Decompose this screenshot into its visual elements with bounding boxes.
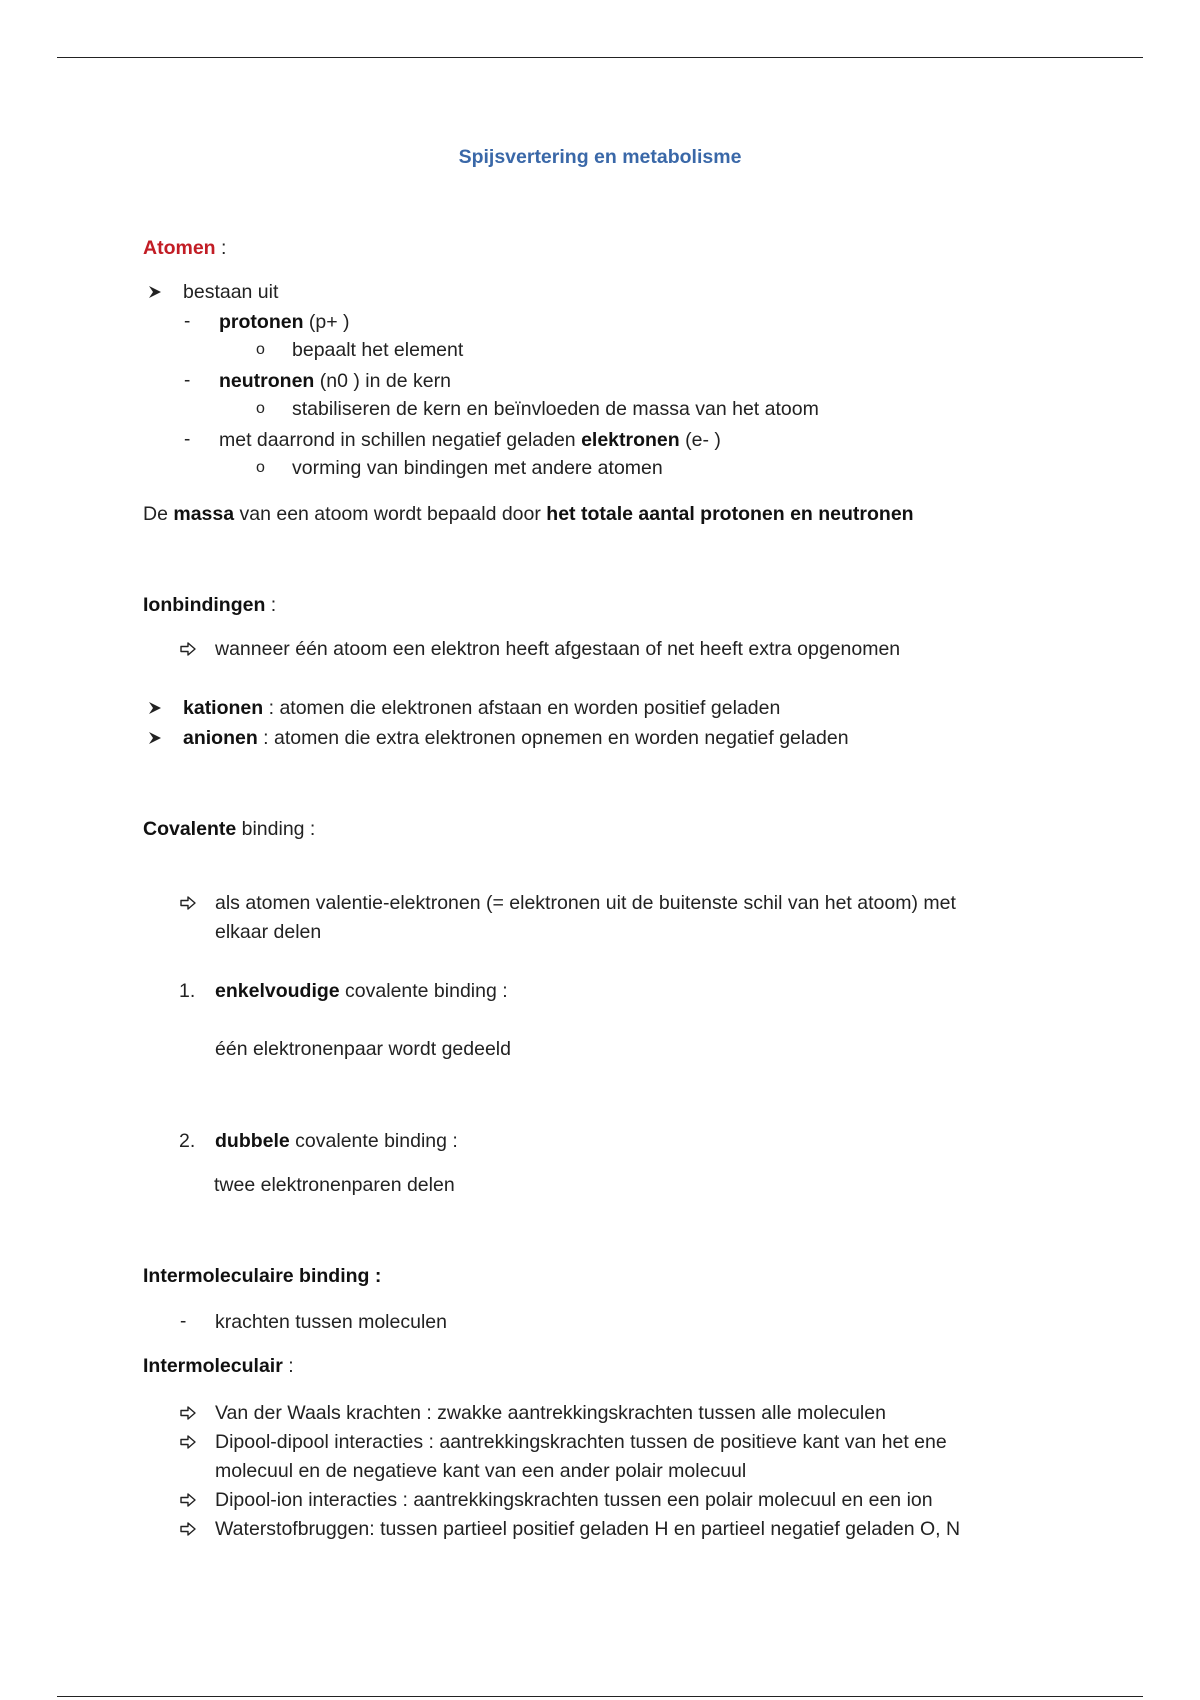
atomen-item-protonen xyxy=(219,310,350,334)
covalent-arrow-line-2: elkaar delen xyxy=(215,921,322,943)
arrow-bullet-icon xyxy=(180,1493,196,1507)
arrowhead-bullet-icon xyxy=(148,285,162,299)
circle-bullet-icon: o xyxy=(256,459,265,476)
anionen-item xyxy=(183,726,849,750)
top-rule xyxy=(57,57,1143,58)
dash-bullet-icon: - xyxy=(184,429,191,450)
arrow-bullet-icon xyxy=(180,642,196,656)
item-rest: : atomen die extra elektronen opnemen en worden negatief geladen xyxy=(257,727,849,749)
arrow-bullet-icon xyxy=(180,1522,196,1536)
circle-bullet-icon: o xyxy=(256,341,265,358)
section-heading-ionbindingen xyxy=(143,593,276,617)
item-bold: dubbele xyxy=(215,1130,290,1152)
heading-suffix: : xyxy=(282,1355,294,1377)
item-rest: (p+ ) xyxy=(303,311,350,333)
atomen-sub-protonen: bepaalt het element xyxy=(292,339,464,361)
item-bold: protonen xyxy=(219,311,304,333)
atomen-sub-elektronen: vorming van bindingen met andere atomen xyxy=(292,457,663,479)
heading-ionbindingen-text: Ionbindingen xyxy=(143,594,266,616)
intermoleculair-item-dipool-dipool-cont: molecuul en de negatieve kant van een ander polair molecuul xyxy=(215,1460,747,1482)
item-rest: covalente binding : xyxy=(289,1130,458,1152)
heading-suffix: : xyxy=(215,237,227,259)
covalent-item-1-desc: één elektronenpaar wordt gedeeld xyxy=(215,1038,511,1060)
heading-atomen-text: Atomen xyxy=(143,237,216,259)
mass-sentence xyxy=(143,502,914,526)
item-bold: elektronen xyxy=(581,429,680,451)
heading-intermoleculaire-text: Intermoleculaire binding : xyxy=(143,1265,382,1287)
covalent-item-2-number: 2. xyxy=(179,1130,196,1152)
dash-bullet-icon: - xyxy=(180,1311,187,1332)
item-bold: neutronen xyxy=(219,370,315,392)
item-bold: anionen xyxy=(183,727,258,749)
section-heading-atomen xyxy=(143,236,226,260)
heading-suffix: : xyxy=(265,594,277,616)
heading-covalent-rest: binding : xyxy=(236,818,316,840)
item-rest: (n0 ) in de kern xyxy=(314,370,451,392)
dash-bullet-icon: - xyxy=(184,370,191,391)
section-heading-intermoleculaire xyxy=(143,1264,381,1288)
covalent-item-1-number: 1. xyxy=(179,980,196,1002)
arrow-bullet-icon xyxy=(180,896,196,910)
atomen-intro: bestaan uit xyxy=(183,281,279,303)
heading-covalent-bold: Covalente xyxy=(143,818,237,840)
arrowhead-bullet-icon xyxy=(148,701,162,715)
intermoleculaire-item: krachten tussen moleculen xyxy=(215,1311,447,1333)
ionbindingen-arrow-text: wanneer één atoom een elektron heeft afgestaan of net heeft extra opgenomen xyxy=(215,638,901,660)
atomen-sub-neutronen: stabiliseren de kern en beïnvloeden de massa van het atoom xyxy=(292,398,819,420)
heading-intermoleculair-text: Intermoleculair xyxy=(143,1355,283,1377)
intermoleculair-item-waterstofbruggen: Waterstofbruggen: tussen partieel positief geladen H en partieel negatief geladen O, N xyxy=(215,1518,961,1540)
atomen-item-neutronen xyxy=(219,369,451,393)
circle-bullet-icon: o xyxy=(256,400,265,417)
intermoleculair-item-van-der-waals: Van der Waals krachten : zwakke aantrekkingskrachten tussen alle moleculen xyxy=(215,1402,886,1424)
item-rest: (e- ) xyxy=(679,429,721,451)
covalent-arrow-line-1: als atomen valentie-elektronen (= elektronen uit de buitenste schil van het atoom) met xyxy=(215,892,956,914)
bottom-rule xyxy=(57,1696,1143,1697)
item-bold: kationen xyxy=(183,697,264,719)
section-heading-covalent xyxy=(143,817,315,841)
item-bold: enkelvoudige xyxy=(215,980,340,1002)
item-rest: : atomen die elektronen afstaan en worden positief geladen xyxy=(263,697,781,719)
item-rest: covalente binding : xyxy=(339,980,508,1002)
arrowhead-bullet-icon xyxy=(148,731,162,745)
arrow-bullet-icon xyxy=(180,1435,196,1449)
covalent-item-2-desc: twee elektronenparen delen xyxy=(214,1174,455,1196)
mass-bold-2: het totale aantal protonen en neutronen xyxy=(546,503,914,525)
intermoleculair-item-dipool-dipool: Dipool-dipool interacties : aantrekkingskrachten tussen de positieve kant van het ene xyxy=(215,1431,947,1453)
section-heading-intermoleculair xyxy=(143,1354,294,1378)
arrow-bullet-icon xyxy=(180,1406,196,1420)
covalent-item-2 xyxy=(215,1129,458,1153)
mass-text-1: De xyxy=(143,503,174,525)
kationen-item xyxy=(183,696,780,720)
intermoleculair-item-dipool-ion: Dipool-ion interacties : aantrekkingskrachten tussen een polair molecuul en een ion xyxy=(215,1489,933,1511)
atomen-item-elektronen xyxy=(219,428,721,452)
page-title: Spijsvertering en metabolisme xyxy=(458,146,742,168)
covalent-item-1 xyxy=(215,979,508,1003)
item-pre: met daarrond in schillen negatief geladen xyxy=(219,429,582,451)
mass-text-2: van een atoom wordt bepaald door xyxy=(234,503,547,525)
mass-bold-1: massa xyxy=(173,503,235,525)
dash-bullet-icon: - xyxy=(184,311,191,332)
